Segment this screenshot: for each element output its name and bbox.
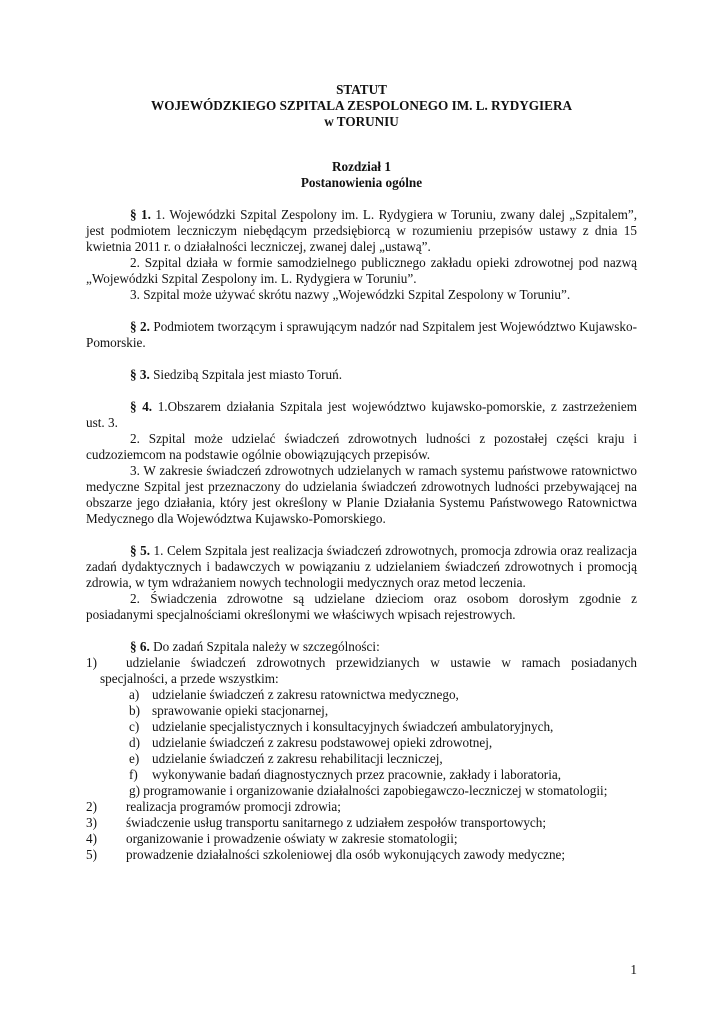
title-line: w TORUNIU	[324, 114, 399, 129]
section-mark: § 4.	[130, 399, 153, 414]
list-item: 2) realizacja programów promocji zdrowia;	[86, 799, 341, 814]
list-text: udzielanie świadczeń zdrowotnych przewidzianych w ustawie w ramach posiadanych specjalności, a przede wszystkim:	[100, 655, 637, 686]
section-3-paragraph: § 3. Siedzibą Szpitala jest miasto Toruń.	[130, 367, 342, 382]
section-1-paragraph-1: § 1. 1. Wojewódzki Szpital Zespolony im. L. Rydygiera w Toruniu, zwany dalej „Szpitalem”, jest podmiotem leczniczym niebędącym przedsiębiorcą w rozumieniu przepisów ustawy z dnia 15 kwietnia 2011 r. o działalności leczniczej, zwanej dalej „ustawą”.	[86, 207, 638, 254]
sub-list-item: g) programowanie i organizowanie działalności zapobiegawczo-leczniczej w stomatologii;	[129, 783, 608, 798]
sub-list-item: a) udzielanie świadczeń z zakresu ratownictwa medycznego,	[129, 687, 459, 702]
section-4-paragraph-1: § 4. 1.Obszarem działania Szpitala jest województwo kujawsko-pomorskie, z zastrzeżeniem ust. 3.	[86, 399, 638, 430]
sub-list-item: c) udzielanie specjalistycznych i konsultacyjnych świadczeń ambulatoryjnych,	[129, 719, 554, 734]
list-item: 3) świadczenie usług transportu sanitarnego z udziałem zespołów transportowych;	[86, 815, 547, 830]
section-mark: § 1.	[130, 207, 151, 222]
page-number: 1	[630, 962, 637, 977]
section-2-paragraph: § 2. Podmiotem tworzącym i sprawującym nadzór nad Szpitalem jest Województwo Kujawsko-Pomorskie.	[86, 319, 638, 350]
section-5-paragraph-2: 2. Świadczenia zdrowotne są udzielane dzieciom oraz osobom dorosłym zgodnie z posiadanymi specjalnościami określonymi we właściwych wpisach rejestrowych.	[86, 591, 637, 622]
section-mark: § 6.	[130, 639, 150, 654]
title-line: WOJEWÓDZKIEGO SZPITALA ZESPOLONEGO IM. L. RYDYGIERA	[151, 98, 572, 113]
sub-list-item: d) udzielanie świadczeń z zakresu podstawowej opieki zdrowotnej,	[129, 735, 493, 750]
section-mark: § 3.	[130, 367, 150, 382]
sub-list-item: e) udzielanie świadczeń z zakresu rehabilitacji leczniczej,	[129, 751, 443, 766]
section-4-paragraph-2: 2. Szpital może udzielać świadczeń zdrowotnych ludności z pozostałej części kraju i cudzoziemcom na podstawie ogólnie obowiązujących przepisów.	[86, 431, 637, 462]
chapter-title: Postanowienia ogólne	[300, 175, 423, 190]
sub-list-item: b) sprawowanie opieki stacjonarnej,	[129, 703, 329, 718]
section-1-paragraph-3: 3. Szpital może używać skrótu nazwy „Wojewódzki Szpital Zespolony w Toruniu”.	[130, 287, 571, 302]
title-line: STATUT	[336, 82, 387, 97]
document-page	[86, 82, 637, 863]
section-mark: § 5.	[130, 543, 151, 558]
sub-list-item: f) wykonywanie badań diagnostycznych przez pracownie, zakłady i laboratoria,	[129, 767, 562, 782]
list-item: 5) prowadzenie działalności szkoleniowej dla osób wykonujących zawody medyczne;	[86, 847, 566, 862]
section-1-paragraph-2: 2. Szpital działa w formie samodzielnego publicznego zakładu opieki zdrowotnej pod nazwą „Wojewódzki Szpital Zespolony im. L. Rydygiera w Toruniu”.	[86, 255, 637, 286]
section-4-paragraph-3: 3. W zakresie świadczeń zdrowotnych udzielanych w ramach systemu państwowe ratownictwo medyczne Szpital jest przeznaczony do udzielania świadczeń zdrowotnych ludności przebywającej na obszarze jego działania, który jest określony w Planie Działania Systemu Państwowego Ratownictwa Medycznego dla Województwa Kujawsko-Pomorskiego.	[86, 463, 637, 526]
chapter-heading: Rozdział 1	[332, 159, 391, 174]
list-item	[86, 655, 637, 687]
section-5-paragraph-1: § 5. 1. Celem Szpitala jest realizacja świadczeń zdrowotnych, promocja zdrowia oraz realizacja zadań dydaktycznych i badawczych w powiązaniu z udzielaniem świadczeń zdrowotnych i promocją zdrowia, w tym wdrażaniem nowych technologii medycznych oraz metod leczenia.	[86, 543, 637, 590]
section-mark: § 2.	[130, 319, 150, 334]
list-item: 4) organizowanie i prowadzenie oświaty w zakresie stomatologii;	[86, 831, 458, 846]
section-6-intro: § 6. Do zadań Szpitala należy w szczególności:	[130, 639, 380, 654]
list-number: 1)	[86, 655, 97, 670]
